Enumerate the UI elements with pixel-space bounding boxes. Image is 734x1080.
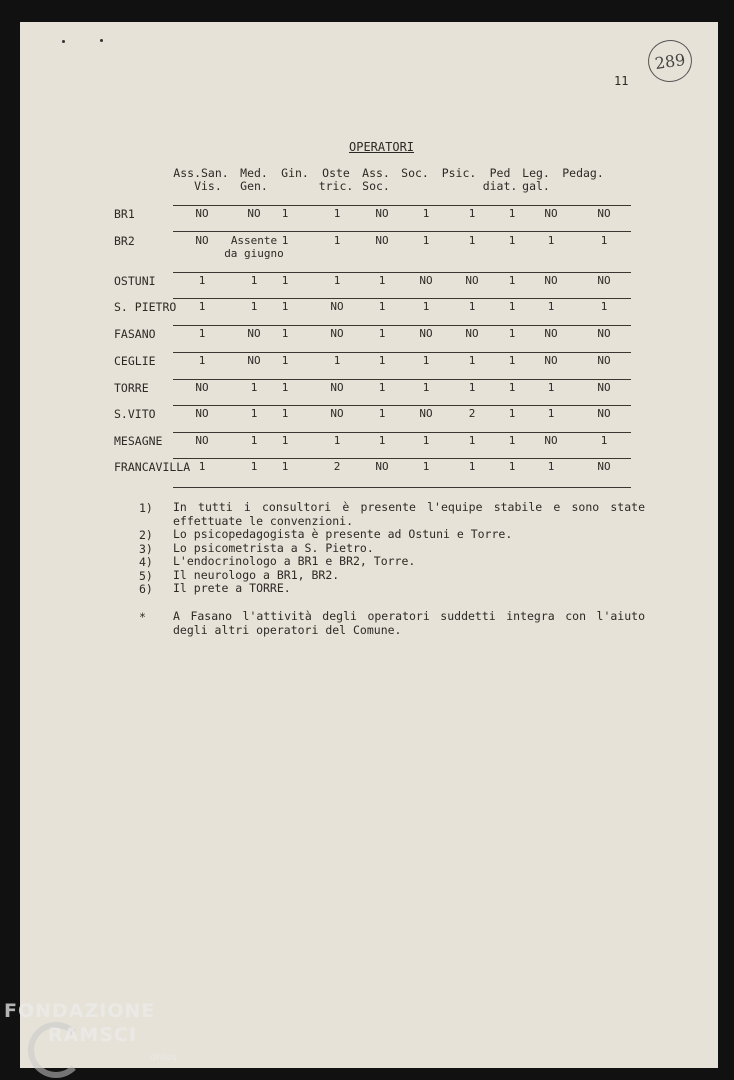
table-cell: 1 <box>250 407 258 420</box>
watermark-line3: onlus <box>150 1052 177 1063</box>
table-cell: 1 <box>250 274 258 287</box>
column-header: Oste tric. <box>318 166 354 193</box>
table-cell: 2 <box>468 407 476 420</box>
table-cell: 1 <box>281 381 289 394</box>
table-cell: 1 <box>422 207 430 220</box>
table-cell: NO <box>419 407 433 420</box>
table-cell: 1 <box>547 234 555 247</box>
table-cell: NO <box>330 381 344 394</box>
table-cell: 1 <box>281 327 289 340</box>
row-label: OSTUNI <box>114 274 156 288</box>
table-cell: 1 <box>281 434 289 447</box>
table-cell: 1 <box>198 327 206 340</box>
note-number: 3) <box>139 542 153 556</box>
table-cell: 1 <box>333 234 341 247</box>
table-rule <box>173 325 631 326</box>
table-cell: NO <box>597 354 611 367</box>
table-cell: NO <box>597 274 611 287</box>
table-cell: 1 <box>468 207 476 220</box>
table-cell: NO <box>597 407 611 420</box>
stamp-number: 289 <box>653 49 687 73</box>
table-cell: 1 <box>281 407 289 420</box>
row-label: BR2 <box>114 234 135 248</box>
table-cell: NO <box>597 381 611 394</box>
table-cell: 1 <box>508 434 516 447</box>
table-rule <box>173 298 631 299</box>
table-cell: 1 <box>422 234 430 247</box>
table-cell: 1 <box>422 434 430 447</box>
table-cell: NO <box>330 300 344 313</box>
table-cell: 1 <box>281 274 289 287</box>
table-cell: 1 <box>468 300 476 313</box>
table-cell: Assente da giugno <box>224 234 284 260</box>
table-rule <box>173 272 631 273</box>
table-cell: 1 <box>378 354 386 367</box>
table-cell: NO <box>544 327 558 340</box>
table-cell: NO <box>544 207 558 220</box>
note-text: A Fasano l'attività degli operatori suddetti integra con l'aiuto degli altri operatori del Comune. <box>173 609 645 637</box>
row-label: S. PIETRO <box>114 300 177 314</box>
table-cell: NO <box>597 460 611 473</box>
table-cell: NO <box>544 434 558 447</box>
table-cell: 1 <box>508 300 516 313</box>
column-header: Pedag. <box>562 166 604 180</box>
note-text: Il prete a TORRE. <box>173 581 291 595</box>
table-cell: 1 <box>281 234 289 247</box>
note-number: 2) <box>139 528 153 542</box>
row-label: MESAGNE <box>114 434 163 448</box>
table-cell: NO <box>375 234 389 247</box>
table-cell: 1 <box>547 407 555 420</box>
row-label: FASANO <box>114 327 156 341</box>
table-cell: 1 <box>508 327 516 340</box>
speck <box>100 39 103 42</box>
table-cell: 1 <box>422 460 430 473</box>
note-text: Lo psicopedagogista è presente ad Ostuni e Torre. <box>173 527 513 541</box>
table-cell: 1 <box>333 274 341 287</box>
column-header: Ass. Soc. <box>362 166 390 193</box>
table-cell: 1 <box>250 381 258 394</box>
table-cell: NO <box>544 354 558 367</box>
speck <box>62 40 65 43</box>
table-cell: 1 <box>600 234 608 247</box>
table-cell: 1 <box>547 460 555 473</box>
table-rule <box>173 405 631 406</box>
table-cell: 1 <box>468 460 476 473</box>
table-cell: NO <box>195 407 209 420</box>
table-cell: 1 <box>378 274 386 287</box>
column-header: Gin. <box>281 166 309 180</box>
watermark-line1: FONDAZIONE <box>4 1000 156 1022</box>
row-label: CEGLIE <box>114 354 156 368</box>
table-cell: 1 <box>250 300 258 313</box>
row-label: BR1 <box>114 207 135 221</box>
table-cell: 1 <box>468 381 476 394</box>
table-cell: NO <box>375 207 389 220</box>
note-number: 6) <box>139 582 153 596</box>
page-title: OPERATORI <box>349 140 415 154</box>
row-label: FRANCAVILLA <box>114 460 191 474</box>
column-header: Leg. gal. <box>522 166 550 193</box>
table-rule <box>173 487 631 488</box>
note-text: Il neurologo a BR1, BR2. <box>173 568 340 582</box>
table-cell: 1 <box>508 407 516 420</box>
table-cell: 1 <box>508 354 516 367</box>
table-cell: 1 <box>198 354 206 367</box>
table-cell: 1 <box>281 354 289 367</box>
table-cell: 1 <box>600 300 608 313</box>
table-cell: NO <box>330 327 344 340</box>
table-cell: NO <box>465 274 479 287</box>
note-number: 1) <box>139 501 153 515</box>
table-cell: 1 <box>422 300 430 313</box>
column-header: Med. Gen. <box>240 166 268 193</box>
table-rule <box>173 458 631 459</box>
table-cell: 1 <box>333 434 341 447</box>
table-cell: 1 <box>508 274 516 287</box>
table-cell: 1 <box>198 300 206 313</box>
table-cell: NO <box>247 354 261 367</box>
table-cell: 1 <box>333 207 341 220</box>
table-cell: 1 <box>378 327 386 340</box>
table-cell: 1 <box>508 460 516 473</box>
table-rule <box>173 205 631 206</box>
table-cell: 1 <box>333 354 341 367</box>
table-cell: NO <box>419 327 433 340</box>
table-cell: NO <box>544 274 558 287</box>
table-cell: 1 <box>378 381 386 394</box>
column-header: Psic. <box>441 166 477 180</box>
note-text: In tutti i consultori è presente l'equipe stabile e sono state effettuate le convenzioni. <box>173 500 645 528</box>
table-cell: 1 <box>281 207 289 220</box>
table-rule <box>173 231 631 232</box>
table-cell: 1 <box>281 300 289 313</box>
column-header: Soc. <box>401 166 429 180</box>
table-cell: NO <box>597 327 611 340</box>
table-cell: 1 <box>250 460 258 473</box>
note-number: * <box>139 610 146 624</box>
table-cell: NO <box>375 460 389 473</box>
note-text: L'endocrinologo a BR1 e BR2, Torre. <box>173 554 416 568</box>
table-cell: 1 <box>378 407 386 420</box>
table-rule <box>173 352 631 353</box>
table-cell: 1 <box>468 354 476 367</box>
table-cell: 1 <box>198 460 206 473</box>
table-cell: NO <box>247 207 261 220</box>
table-cell: NO <box>419 274 433 287</box>
row-label: TORRE <box>114 381 149 395</box>
table-cell: 1 <box>378 434 386 447</box>
table-cell: 1 <box>422 354 430 367</box>
table-cell: 1 <box>547 300 555 313</box>
table-cell: 1 <box>378 300 386 313</box>
table-cell: 1 <box>468 434 476 447</box>
table-cell: NO <box>195 434 209 447</box>
column-header: Ass.San. Vis. <box>173 166 229 193</box>
watermark-logo <box>4 1000 177 1063</box>
table-cell: 1 <box>508 381 516 394</box>
table-rule <box>173 432 631 433</box>
table-cell: NO <box>195 381 209 394</box>
table-cell: 1 <box>281 460 289 473</box>
note-text: Lo psicometrista a S. Pietro. <box>173 541 374 555</box>
table-cell: NO <box>597 207 611 220</box>
table-cell: 2 <box>333 460 341 473</box>
table-cell: 1 <box>422 381 430 394</box>
note-number: 4) <box>139 555 153 569</box>
table-cell: 1 <box>508 234 516 247</box>
note-number: 5) <box>139 569 153 583</box>
page-number: 11 <box>614 74 629 88</box>
column-header: Ped diat. <box>482 166 518 193</box>
table-cell: 1 <box>600 434 608 447</box>
table-cell: NO <box>247 327 261 340</box>
table-rule <box>173 379 631 380</box>
watermark-line2: RAMSCI <box>48 1024 137 1046</box>
table-cell: 1 <box>468 234 476 247</box>
table-cell: NO <box>330 407 344 420</box>
table-cell: NO <box>195 207 209 220</box>
table-cell: 1 <box>250 434 258 447</box>
table-cell: NO <box>465 327 479 340</box>
table-cell: 1 <box>198 274 206 287</box>
row-label: S.VITO <box>114 407 156 421</box>
table-cell: 1 <box>547 381 555 394</box>
table-cell: 1 <box>508 207 516 220</box>
table-cell: NO <box>195 234 209 247</box>
